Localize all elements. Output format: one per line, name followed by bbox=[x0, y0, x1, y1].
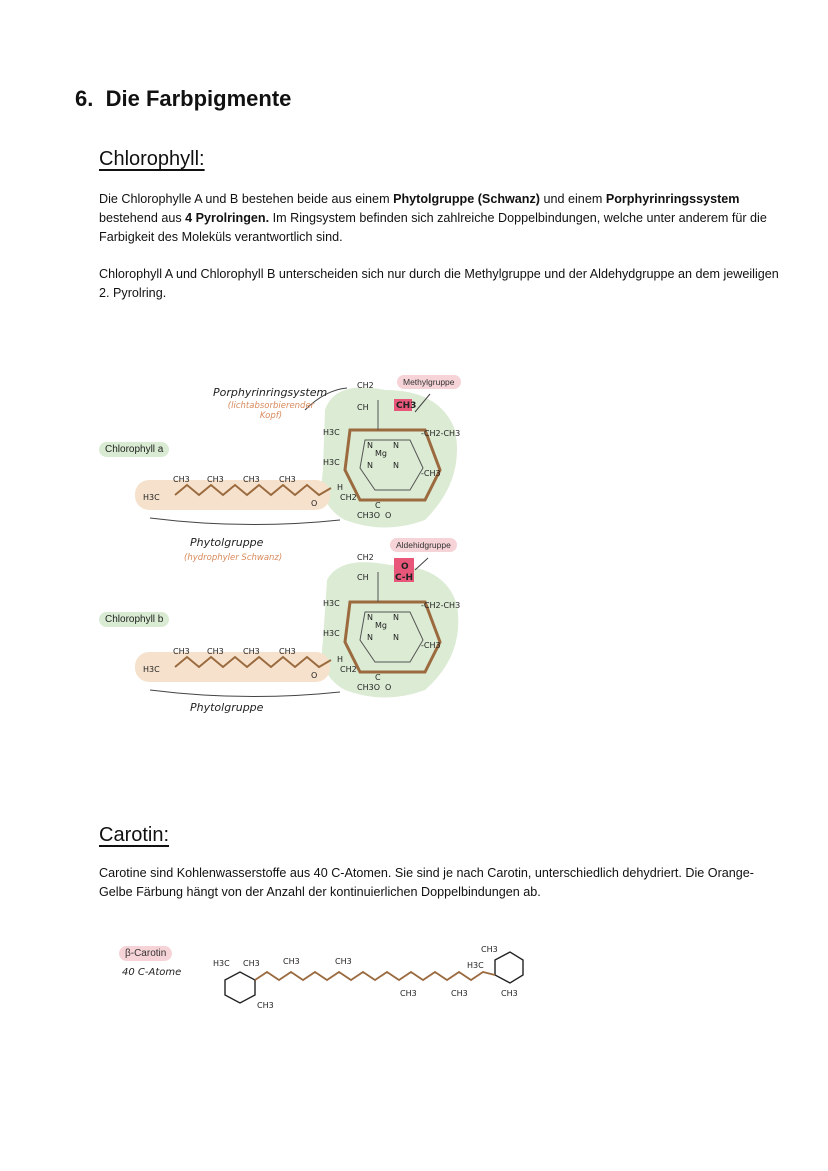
carotin-h3c: H3C bbox=[213, 959, 230, 968]
b-tail-ch3-3: CH3 bbox=[243, 647, 260, 656]
b-vinyl-ch: CH bbox=[357, 573, 369, 582]
b-ethyl-group: -CH2-CH3 bbox=[421, 601, 461, 610]
section-title-text: Die Farbpigmente bbox=[105, 86, 292, 111]
ring-h3c-2: H3C bbox=[323, 458, 340, 467]
p1-bold-1: Phytolgruppe (Schwanz) bbox=[393, 192, 540, 206]
ester-ch2: CH2 bbox=[340, 493, 357, 502]
ester-o: O bbox=[311, 499, 318, 508]
ester-c: C bbox=[375, 501, 381, 510]
aldehyde-group-tag: Aldehidgruppe bbox=[390, 538, 457, 552]
p1-text-1: Die Chlorophylle A und B bestehen beide aus einem bbox=[99, 192, 394, 206]
carotin-ch3-7: CH3 bbox=[501, 989, 518, 998]
b-tail-ch3-2: CH3 bbox=[207, 647, 224, 656]
ring-h3c-1: H3C bbox=[323, 428, 340, 437]
beta-carotin-sublabel: 40 C-Atome bbox=[122, 967, 182, 978]
tail-ch3-3: CH3 bbox=[243, 475, 260, 484]
b-tail-ch3-4: CH3 bbox=[279, 647, 296, 656]
methyl-ch3: CH3 bbox=[396, 401, 417, 411]
b-vinyl-ch2: CH2 bbox=[357, 553, 374, 562]
carotin-ch3-3: CH3 bbox=[335, 957, 352, 966]
aldehyde-cho: C-H bbox=[395, 573, 414, 583]
b-ring-mg: Mg bbox=[375, 621, 387, 630]
vinyl-ch: CH bbox=[357, 403, 369, 412]
b-ester-h: H bbox=[337, 655, 344, 664]
chlorophyll-paragraph-2: Chlorophyll A und Chlorophyll B unterscheiden sich nur durch die Methylgruppe und der Aldehydgruppe an dem jeweiligen 2. Pyrolring. bbox=[99, 267, 779, 300]
b-ring-h3c-1: H3C bbox=[323, 599, 340, 608]
b-ring-n-1: N bbox=[367, 613, 373, 622]
ester-h: H bbox=[337, 483, 344, 492]
p1-bold-3: 4 Pyrolringen. bbox=[185, 211, 270, 225]
ring-n-2: N bbox=[393, 441, 399, 450]
ester-o-2: O bbox=[385, 511, 392, 520]
section-title bbox=[75, 86, 291, 112]
tail-h3c: H3C bbox=[143, 493, 160, 502]
b-ester-o-2: O bbox=[385, 683, 392, 692]
phytol-label-b: Phytolgruppe bbox=[190, 701, 264, 714]
b-ester-o: O bbox=[311, 671, 318, 680]
b-methyl-side: -CH3 bbox=[421, 641, 441, 650]
carotin-ch3-6: CH3 bbox=[451, 989, 468, 998]
carotin-heading bbox=[99, 824, 169, 847]
carotin-ch3-8: CH3 bbox=[481, 945, 498, 954]
porphyrin-sublabel: (lichtabsorbierender Kopf) bbox=[227, 401, 315, 421]
aldehyde-o: O bbox=[401, 562, 409, 572]
ethyl-group: -CH2-CH3 bbox=[421, 429, 461, 438]
tail-ch3-1: CH3 bbox=[173, 475, 190, 484]
chlorophyll-b-structure bbox=[135, 553, 460, 698]
tail-ch3-2: CH3 bbox=[207, 475, 224, 484]
b-ester-ch3o: CH3O bbox=[357, 683, 380, 692]
carotin-ch3-1: CH3 bbox=[243, 959, 260, 968]
b-ring-n-2: N bbox=[393, 613, 399, 622]
p1-bold-2: Porphyrinringssystem bbox=[605, 192, 740, 206]
porphyrin-label: Porphyrinringsystem bbox=[213, 386, 328, 399]
tail-ch3-4: CH3 bbox=[279, 475, 296, 484]
carotin-h3c-2: H3C bbox=[467, 961, 484, 970]
carotin-ch3-2: CH3 bbox=[283, 957, 300, 966]
b-ring-n-4: N bbox=[393, 633, 399, 642]
chlorophyll-paragraph-1 bbox=[99, 190, 779, 247]
p1-text-2: und einem bbox=[540, 192, 606, 206]
chlorophyll-b-tag: Chlorophyll b bbox=[99, 612, 169, 627]
methyl-side: -CH3 bbox=[421, 469, 441, 478]
vinyl-ch2: CH2 bbox=[357, 381, 374, 390]
b-ester-c: C bbox=[375, 673, 381, 682]
p1-text-4: Im Ringsystem befinden sich zahlreiche Doppelbindungen, welche unter anderem für die Farbigkeit des Moleküls verantwortlich sind. bbox=[99, 211, 767, 244]
phytol-label-a: Phytolgruppe bbox=[190, 536, 264, 549]
methyl-group-tag: Methylgruppe bbox=[397, 375, 461, 389]
ester-ch3o: CH3O bbox=[357, 511, 380, 520]
chlorophyll-heading-text: Chlorophyll: bbox=[99, 148, 205, 170]
carotin-heading-text: Carotin: bbox=[99, 824, 170, 846]
p1-text-3: bestehend aus bbox=[99, 211, 186, 225]
carotin-ch3-5: CH3 bbox=[400, 989, 417, 998]
b-ring-n-3: N bbox=[367, 633, 373, 642]
beta-carotin-structure bbox=[205, 940, 535, 1015]
b-ring-h3c-2: H3C bbox=[323, 629, 340, 638]
b-tail-ch3-1: CH3 bbox=[173, 647, 190, 656]
phytol-sublabel: (hydrophyler Schwanz) bbox=[184, 553, 283, 563]
section-number: 6. bbox=[75, 86, 94, 111]
ring-n-3: N bbox=[367, 461, 373, 470]
chlorophyll-a-tag: Chlorophyll a bbox=[99, 442, 169, 457]
carotin-ch3-4: CH3 bbox=[257, 1001, 274, 1010]
chlorophyll-heading bbox=[99, 148, 205, 171]
b-tail-h3c: H3C bbox=[143, 665, 160, 674]
ring-n-1: N bbox=[367, 441, 373, 450]
b-ester-ch2: CH2 bbox=[340, 665, 357, 674]
beta-carotin-tag: β-Carotin bbox=[119, 946, 172, 961]
ring-n-4: N bbox=[393, 461, 399, 470]
carotin-paragraph: Carotine sind Kohlenwasserstoffe aus 40 C-Atomen. Sie sind je nach Carotin, unterschiedlich dehydriert. Die Orange-Gelbe Färbung hängt von der Anzahl der kontinuierlichen Doppelbindungen ab. bbox=[99, 866, 754, 899]
ring-mg: Mg bbox=[375, 449, 387, 458]
